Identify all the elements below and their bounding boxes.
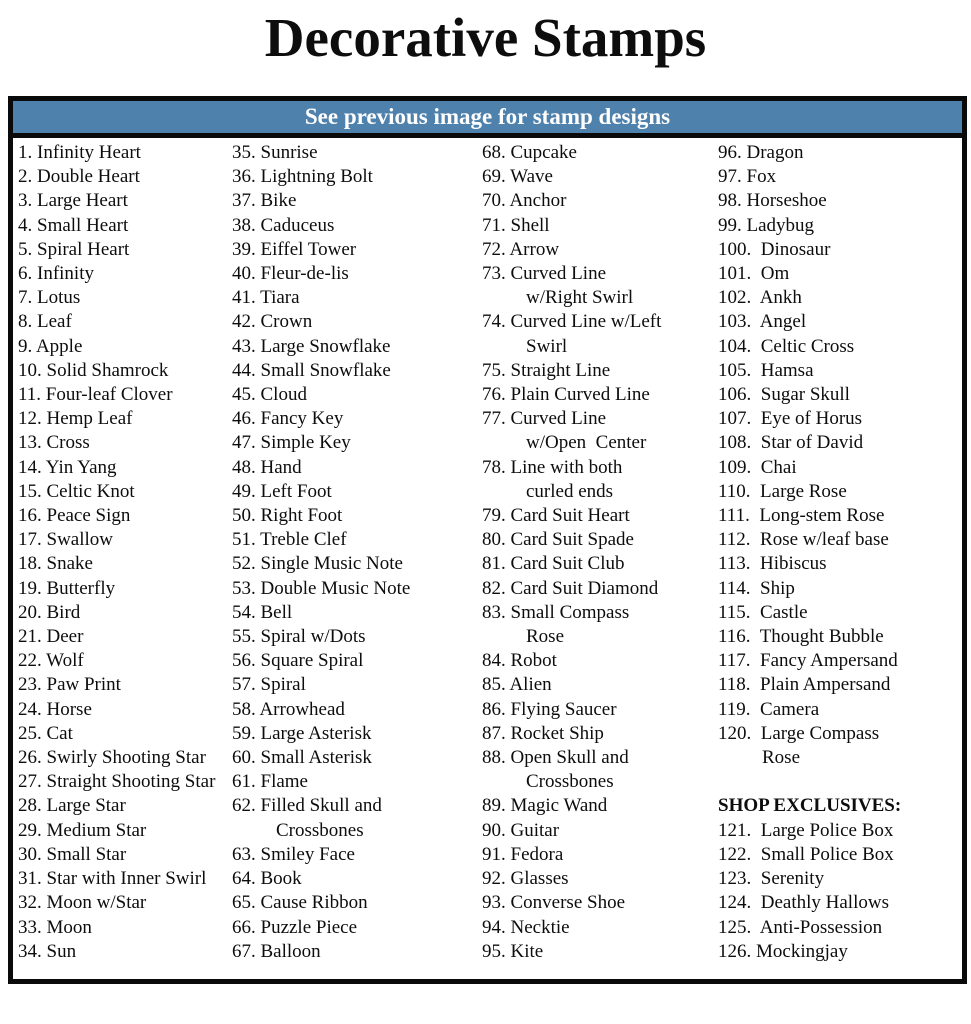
stamp-item-text: 66. Puzzle Piece (232, 916, 358, 938)
stamp-item (482, 916, 718, 940)
stamp-item-text: 77. Curved Line (482, 408, 607, 430)
stamp-item-text: 95. Kite (482, 940, 544, 962)
stamp-item-text: 81. Card Suit Club (482, 553, 625, 575)
stamp-item (482, 794, 718, 818)
stamp-item-text: 27. Straight Shooting Star (18, 771, 216, 793)
stamp-item-continuation: Crossbones (276, 819, 364, 841)
stamp-item-text: 78. Line with both (482, 456, 623, 478)
stamp-item (718, 673, 960, 697)
stamp-item (232, 673, 482, 697)
stamp-item-text: 11. Four-leaf Clover (18, 384, 173, 406)
stamp-item-text: 101. Om (718, 263, 790, 285)
stamp-item-text: 23. Paw Print (18, 674, 121, 696)
stamp-item-text: 58. Arrowhead (232, 698, 345, 720)
stamp-item (232, 262, 482, 286)
stamp-item-text: 2. Double Heart (18, 166, 140, 188)
stamp-item-text: 71. Shell (482, 214, 550, 236)
stamp-item (718, 867, 960, 891)
stamp-item-text: 24. Horse (18, 698, 92, 720)
stamp-item-text: 98. Horseshoe (718, 190, 827, 212)
stamp-item (718, 649, 960, 673)
stamp-item (18, 214, 232, 238)
stamp-item (718, 189, 960, 213)
stamp-item (232, 577, 482, 601)
stamp-item (718, 916, 960, 940)
stamp-item (232, 407, 482, 431)
stamp-item (18, 916, 232, 940)
stamp-item (232, 552, 482, 576)
stamp-item (718, 577, 960, 601)
stamp-item (18, 625, 232, 649)
stamp-item-text: 116. Thought Bubble (718, 626, 884, 648)
stamp-item (718, 359, 960, 383)
stamp-item (18, 286, 232, 310)
stamp-item (18, 165, 232, 189)
stamp-column-1 (18, 141, 232, 964)
stamp-item (482, 214, 718, 238)
stamp-item-text: 7. Lotus (18, 287, 81, 309)
stamp-item (232, 746, 482, 770)
stamp-item (718, 528, 960, 552)
stamp-item (718, 214, 960, 238)
banner (13, 101, 962, 138)
stamp-item-text: 118. Plain Ampersand (718, 674, 891, 696)
stamp-item-text: 18. Snake (18, 553, 93, 575)
stamp-item-text: 55. Spiral w/Dots (232, 626, 366, 648)
stamp-item-text: 109. Chai (718, 456, 797, 478)
stamp-item-text: 40. Fleur-de-lis (232, 263, 349, 285)
banner-text: See previous image for stamp designs (304, 103, 671, 129)
stamp-item (482, 819, 718, 843)
stamp-item (232, 431, 482, 455)
stamp-item (18, 335, 232, 359)
stamp-item-text: 46. Fancy Key (232, 408, 344, 430)
stamp-item-text: 39. Eiffel Tower (232, 238, 357, 260)
stamp-item-text: 76. Plain Curved Line (482, 384, 650, 406)
stamp-item-text: 113. Hibiscus (718, 553, 827, 575)
stamp-item-text: 93. Converse Shoe (482, 892, 626, 914)
stamp-item-text: 91. Fedora (482, 843, 564, 865)
stamp-item-text: SHOP EXCLUSIVES: (718, 795, 902, 817)
stamp-item-text: 94. Necktie (482, 916, 570, 938)
stamp-item-text: 80. Card Suit Spade (482, 529, 634, 551)
stamp-item (18, 359, 232, 383)
stamp-item-text: 110. Large Rose (718, 480, 847, 502)
stamp-item (718, 891, 960, 915)
stamp-item-text: 35. Sunrise (232, 142, 318, 163)
stamp-item-text: 92. Glasses (482, 868, 569, 890)
stamp-item (482, 649, 718, 673)
stamp-item-text: 29. Medium Star (18, 819, 147, 841)
stamp-item (718, 843, 960, 867)
stamp-item-text: 104. Celtic Cross (718, 335, 855, 357)
stamp-item-text: 121. Large Police Box (718, 819, 894, 841)
stamp-item (482, 577, 718, 601)
stamp-item-text: 111. Long-stem Rose (718, 505, 885, 527)
stamp-item (718, 335, 960, 359)
stamp-item (482, 189, 718, 213)
stamp-item-continuation: w/Open Center (526, 432, 647, 454)
stamp-item-text: 96. Dragon (718, 142, 804, 163)
stamp-item-text: 79. Card Suit Heart (482, 505, 630, 527)
stamp-item (18, 577, 232, 601)
stamp-item-text: 47. Simple Key (232, 432, 351, 454)
stamp-item-continuation: Crossbones (526, 771, 614, 793)
stamp-column-2 (232, 141, 482, 964)
stamp-item (18, 649, 232, 673)
stamp-item-text: 120. Large Compass (718, 722, 880, 744)
stamp-item (18, 141, 232, 165)
stamp-item-text: 22. Wolf (18, 650, 84, 672)
stamp-item-text: 70. Anchor (482, 190, 567, 212)
stamp-item (482, 722, 718, 746)
stamp-item-text: 123. Serenity (718, 868, 825, 890)
stamp-item-text: 86. Flying Saucer (482, 698, 617, 720)
stamp-item (482, 867, 718, 891)
stamp-item (232, 528, 482, 552)
stamp-item-text: 20. Bird (18, 601, 81, 623)
stamp-item (18, 310, 232, 334)
stamp-item-text: 34. Sun (18, 940, 77, 962)
stamp-list-box (8, 96, 967, 984)
stamp-columns (13, 138, 962, 964)
stamp-item (232, 165, 482, 189)
list-gap (718, 770, 960, 794)
stamp-item (18, 698, 232, 722)
stamp-item-text: 75. Straight Line (482, 359, 611, 381)
stamp-item (232, 916, 482, 940)
stamp-item-continuation: Swirl (526, 335, 568, 357)
stamp-item (482, 698, 718, 722)
stamp-item (718, 262, 960, 286)
stamp-item (232, 286, 482, 310)
stamp-item-text: 107. Eye of Horus (718, 408, 863, 430)
stamp-item-text: 9. Apple (18, 335, 83, 357)
stamp-item (718, 819, 960, 843)
stamp-item-text: 51. Treble Clef (232, 529, 347, 551)
stamp-item (718, 552, 960, 576)
stamp-item-text: 21. Deer (18, 626, 84, 648)
stamp-item-text: 99. Ladybug (718, 214, 815, 236)
stamp-item-text: 112. Rose w/leaf base (718, 529, 889, 551)
stamp-item-text: 117. Fancy Ampersand (718, 650, 898, 672)
stamp-item (18, 940, 232, 964)
stamp-item-text: 64. Book (232, 868, 302, 890)
stamp-item-text: 73. Curved Line (482, 263, 607, 285)
stamp-item (18, 552, 232, 576)
stamp-item (718, 383, 960, 407)
stamp-item (18, 673, 232, 697)
stamp-item-text: 56. Square Spiral (232, 650, 364, 672)
stamp-item-text: 33. Moon (18, 916, 92, 938)
stamp-item-text: 52. Single Music Note (232, 553, 403, 575)
stamp-item-text: 57. Spiral (232, 674, 306, 696)
stamp-item (718, 625, 960, 649)
stamp-item (18, 528, 232, 552)
stamp-item-text: 59. Large Asterisk (232, 722, 372, 744)
stamp-item-text: 114. Ship (718, 577, 795, 599)
stamp-item (232, 794, 482, 842)
stamp-item-text: 25. Cat (18, 722, 73, 744)
stamp-item-text: 62. Filled Skull and (232, 795, 382, 817)
stamp-item (718, 722, 960, 770)
stamp-item (482, 383, 718, 407)
stamp-item-continuation: w/Right Swirl (526, 287, 634, 309)
stamp-item (482, 407, 718, 455)
stamp-item-text: 10. Solid Shamrock (18, 359, 169, 381)
stamp-item-text: 88. Open Skull and (482, 747, 629, 769)
stamp-item-text: 69. Wave (482, 166, 553, 188)
stamp-item-text (718, 770, 960, 794)
stamp-item-text: 72. Arrow (482, 238, 560, 260)
stamp-item (18, 867, 232, 891)
stamp-item-text: 3. Large Heart (18, 190, 128, 212)
stamp-item (718, 141, 960, 165)
stamp-item-text: 63. Smiley Face (232, 843, 355, 865)
stamp-item (482, 746, 718, 794)
stamp-item-text: 119. Camera (718, 698, 820, 720)
stamp-item (18, 891, 232, 915)
stamp-item (232, 940, 482, 964)
stamp-item (232, 456, 482, 480)
stamp-item-text: 48. Hand (232, 456, 302, 478)
stamp-item-text: 82. Card Suit Diamond (482, 577, 659, 599)
stamp-item-continuation: Rose (762, 747, 800, 769)
stamp-item-text: 74. Curved Line w/Left (482, 311, 662, 333)
stamp-item (718, 407, 960, 431)
stamp-item (482, 552, 718, 576)
stamp-item-text: 8. Leaf (18, 311, 72, 333)
stamp-item (718, 698, 960, 722)
stamp-item (18, 238, 232, 262)
stamp-item-text: 4. Small Heart (18, 214, 129, 236)
stamp-item (18, 746, 232, 770)
stamp-item (18, 262, 232, 286)
stamp-item (18, 431, 232, 455)
stamp-item-text: 32. Moon w/Star (18, 892, 147, 914)
stamp-item-text: 105. Hamsa (718, 359, 814, 381)
stamp-item (718, 480, 960, 504)
page-title: Decorative Stamps (264, 7, 707, 68)
stamp-item (718, 456, 960, 480)
stamp-item (232, 238, 482, 262)
stamp-item (18, 794, 232, 818)
stamp-item (18, 407, 232, 431)
stamp-item (232, 480, 482, 504)
stamp-item (482, 310, 718, 358)
stamp-item-text: 30. Small Star (18, 843, 127, 865)
stamp-item (482, 673, 718, 697)
stamp-item-continuation: curled ends (526, 480, 614, 502)
stamp-item-text: 85. Alien (482, 674, 552, 696)
stamp-item-text: 50. Right Foot (232, 505, 343, 527)
stamp-item (482, 528, 718, 552)
stamp-item-text: 103. Angel (718, 311, 807, 333)
stamp-item (482, 456, 718, 504)
stamp-item (18, 383, 232, 407)
stamp-item-text: 44. Small Snowflake (232, 359, 391, 381)
stamp-item-text: 45. Cloud (232, 384, 307, 406)
stamp-item-text: 28. Large Star (18, 795, 126, 817)
stamp-item (18, 601, 232, 625)
stamp-item (232, 625, 482, 649)
stamp-item (718, 601, 960, 625)
stamp-item-text: 124. Deathly Hallows (718, 892, 889, 914)
stamp-item (232, 601, 482, 625)
stamp-item-text: 60. Small Asterisk (232, 747, 372, 769)
stamp-item-text: 115. Castle (718, 601, 808, 623)
stamp-item-text: 89. Magic Wand (482, 795, 608, 817)
stamp-item (232, 649, 482, 673)
stamp-item (718, 431, 960, 455)
stamp-item (18, 456, 232, 480)
stamp-item-text: 1. Infinity Heart (18, 142, 141, 163)
stamp-item-text: 100. Dinosaur (718, 238, 831, 260)
stamp-item-text: 61. Flame (232, 771, 308, 793)
stamp-item (718, 238, 960, 262)
stamp-item (232, 383, 482, 407)
stamp-item-text: 41. Tiara (232, 287, 300, 309)
stamp-item (18, 189, 232, 213)
stamp-item-text: 87. Rocket Ship (482, 722, 604, 744)
stamp-item-text: 14. Yin Yang (18, 456, 117, 478)
stamp-item (232, 698, 482, 722)
stamp-item-text: 108. Star of David (718, 432, 864, 454)
stamp-item-text: 15. Celtic Knot (18, 480, 135, 502)
stamp-item (232, 141, 482, 165)
stamp-item (232, 504, 482, 528)
stamp-item-text: 42. Crown (232, 311, 313, 333)
stamp-item-text: 6. Infinity (18, 263, 94, 285)
stamp-item (718, 504, 960, 528)
stamp-item (232, 891, 482, 915)
stamp-item (232, 843, 482, 867)
stamp-item (482, 843, 718, 867)
stamp-item-text: 106. Sugar Skull (718, 384, 850, 406)
stamp-item (482, 891, 718, 915)
stamp-item-text: 83. Small Compass (482, 601, 630, 623)
stamp-item (482, 940, 718, 964)
stamp-item-text: 126. Mockingjay (718, 940, 848, 962)
stamp-item (232, 214, 482, 238)
stamp-item (482, 238, 718, 262)
stamp-item-text: 84. Robot (482, 650, 557, 672)
stamp-item-continuation: Rose (526, 626, 564, 648)
stamp-item (232, 770, 482, 794)
stamp-item (232, 310, 482, 334)
stamp-item (232, 359, 482, 383)
stamp-column-3 (482, 141, 718, 964)
stamp-item (482, 359, 718, 383)
stamp-item (18, 843, 232, 867)
stamp-item-text: 102. Ankh (718, 287, 802, 309)
stamp-column-4 (718, 141, 960, 964)
stamp-item-text: 37. Bike (232, 190, 297, 212)
stamp-item-text: 12. Hemp Leaf (18, 408, 133, 430)
stamp-item-text: 17. Swallow (18, 529, 113, 551)
stamp-item-text: 97. Fox (718, 166, 777, 188)
section-heading (718, 794, 960, 818)
stamp-item (18, 480, 232, 504)
stamp-item (482, 165, 718, 189)
stamp-item-text: 125. Anti-Possession (718, 916, 883, 938)
stamp-item (482, 141, 718, 165)
stamp-item (718, 165, 960, 189)
stamp-item-text: 36. Lightning Bolt (232, 166, 373, 188)
stamp-item (482, 504, 718, 528)
stamp-item-text: 67. Balloon (232, 940, 321, 962)
stamp-item (482, 601, 718, 649)
stamp-item-text: 38. Caduceus (232, 214, 335, 236)
stamp-item (232, 189, 482, 213)
stamp-item-text: 13. Cross (18, 432, 90, 454)
stamp-item-text: 49. Left Foot (232, 480, 332, 502)
stamp-item (482, 262, 718, 310)
stamp-item (718, 286, 960, 310)
stamp-item (718, 940, 960, 964)
stamp-item-text: 54. Bell (232, 601, 293, 623)
stamp-item (18, 819, 232, 843)
stamp-item (18, 770, 232, 794)
stamp-item-text: 26. Swirly Shooting Star (18, 747, 206, 769)
stamp-item-text: 43. Large Snowflake (232, 335, 391, 357)
stamp-item-text: 19. Butterfly (18, 577, 116, 599)
stamp-item-text: 90. Guitar (482, 819, 560, 841)
stamp-item-text: 65. Cause Ribbon (232, 892, 368, 914)
stamp-item-text: 53. Double Music Note (232, 577, 411, 599)
stamp-item (18, 504, 232, 528)
stamp-item (18, 722, 232, 746)
stamp-item-text: 122. Small Police Box (718, 843, 894, 865)
stamp-item (232, 335, 482, 359)
stamp-item (232, 867, 482, 891)
stamp-item-text: 16. Peace Sign (18, 505, 131, 527)
stamp-item (232, 722, 482, 746)
stamp-item-text: 68. Cupcake (482, 142, 577, 163)
stamp-item-text: 5. Spiral Heart (18, 238, 130, 260)
stamp-item (718, 310, 960, 334)
stamp-item-text: 31. Star with Inner Swirl (18, 868, 207, 890)
